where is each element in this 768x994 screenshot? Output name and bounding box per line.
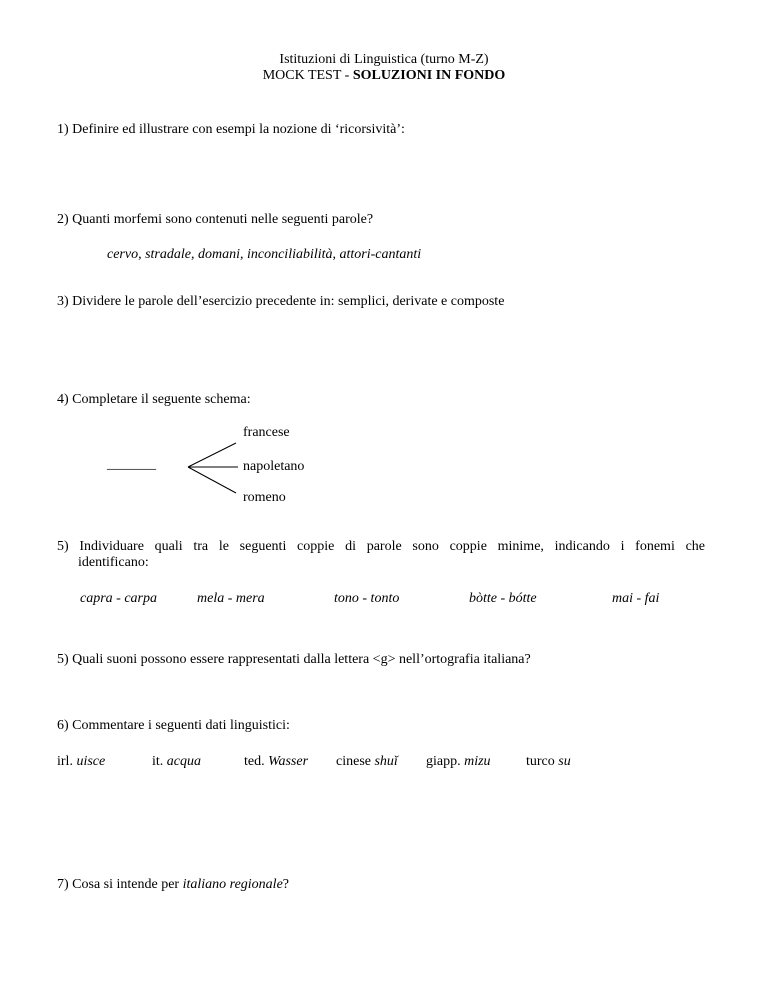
q2-word: domani [197, 247, 240, 262]
doc-title: Istituzioni di Linguistica (turno M-Z) [279, 52, 489, 67]
q2-word-list [107, 247, 421, 263]
q5-pair: capra - carpa [80, 591, 157, 606]
question-4: 4) Completare il seguente schema: [57, 392, 251, 407]
q6-item [526, 754, 571, 770]
question-5b: 5) Quali suoni possono essere rappresentati dalla lettera <g> nell’ortografia italiana? [57, 652, 531, 667]
q6-word: su [558, 754, 571, 769]
q2-word: cervo [107, 247, 139, 262]
q2-separator: , [190, 247, 198, 262]
q5-pair: tono - tonto [334, 591, 400, 606]
q2-separator: , [138, 247, 146, 262]
q6-word: Wasser [268, 754, 309, 769]
q7-term: italiano regionale [182, 877, 283, 892]
q5-pair: bòtte - bótte [469, 591, 537, 606]
q6-word: acqua [166, 754, 201, 769]
q6-item [244, 754, 308, 770]
question-1: 1) Definire ed illustrare con esempi la nozione di ‘ricorsività’: [57, 122, 405, 137]
branch-line-bottom [188, 467, 236, 493]
q4-blank: _______ [107, 457, 156, 472]
q6-item [57, 754, 105, 770]
q5-pair: mai - fai [612, 591, 660, 606]
q4-branch-label: francese [243, 425, 290, 440]
q6-item [426, 754, 491, 770]
doc-subtitle [0, 68, 768, 84]
q7-prefix: 7) Cosa si intende per [57, 877, 183, 892]
q6-item [336, 754, 398, 770]
question-2: 2) Quanti morfemi sono contenuti nelle seguenti parole? [57, 212, 374, 227]
subtitle-bold: SOLUZIONI IN FONDO [352, 68, 506, 83]
q6-lang: irl. [57, 754, 77, 769]
q6-word: mizu [464, 754, 491, 769]
question-3: 3) Dividere le parole dell’esercizio precedente in: semplici, derivate e composte [57, 294, 505, 309]
q6-lang: ted. [244, 754, 269, 769]
q2-separator: , [239, 247, 247, 262]
q6-lang: giapp. [426, 754, 465, 769]
subtitle-prefix: MOCK TEST - [262, 68, 353, 83]
q6-lang: cinese [336, 754, 375, 769]
q2-word: stradale [145, 247, 191, 262]
q7-suffix: ? [282, 877, 290, 892]
q4-branch-label: romeno [243, 490, 286, 505]
q4-branch-label: napoletano [243, 459, 305, 474]
q2-word: inconciliabilità [246, 247, 333, 262]
q6-item [152, 754, 201, 770]
question-5-line1: 5) Individuare quali tra le seguenti coppie di parole sono coppie minime, indicando i fonemi che [57, 539, 705, 554]
q5-pair: mela - mera [197, 591, 265, 606]
question-7 [57, 877, 289, 893]
q2-separator: , [332, 247, 340, 262]
q6-lang: turco [526, 754, 559, 769]
q6-lang: it. [152, 754, 167, 769]
q6-word: shuĭ [374, 754, 398, 769]
q2-word: attori-cantanti [339, 247, 422, 262]
q6-word: uisce [76, 754, 106, 769]
branch-line-top [188, 443, 236, 467]
question-6: 6) Commentare i seguenti dati linguistici: [57, 718, 290, 733]
q4-tree-branches [180, 438, 246, 498]
question-5-line2: identificano: [78, 555, 149, 570]
